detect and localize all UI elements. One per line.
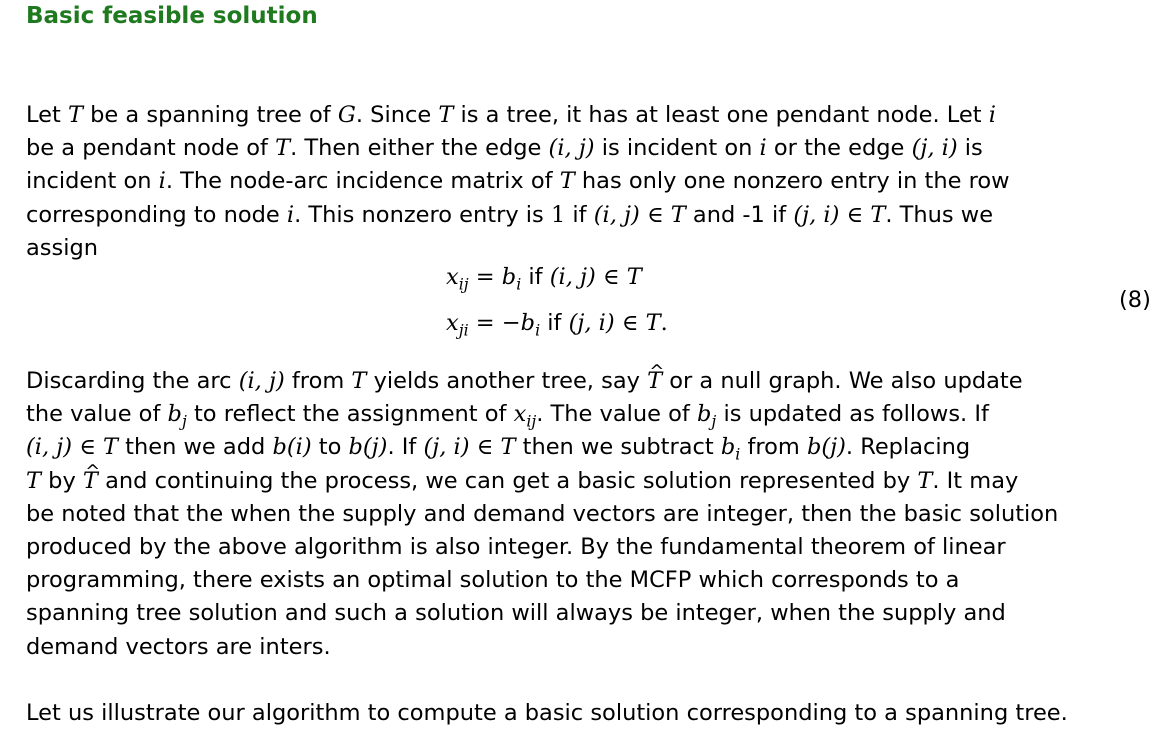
text-line: programming, there exists an optimal solution to the MCFP which corresponds to a	[26, 567, 960, 594]
text-line: incident on i. The node-arc incidence matrix of T has only one nonzero entry in the row	[26, 168, 1010, 195]
text-line: produced by the above algorithm is also integer. By the fundamental theorem of linear	[26, 533, 1006, 560]
equation-line-2: $x_{ji} = -b_i$ if (j, i) ∈ T.	[446, 310, 668, 340]
text-line: assign	[26, 234, 99, 261]
text-line: T by ^ T and continuing the process, we can get a basic solution represented by T. It may	[26, 465, 1058, 498]
text-line: corresponding to node i. This nonzero entry is 1 if (i, j) ∈ T and -1 if (j, i) ∈ T. Thus we	[26, 201, 994, 228]
text-line: Discarding the arc (i, j) from T yields another tree, say ^ T or a null graph. We also update	[26, 365, 1058, 398]
text-line: Let T be a spanning tree of G. Since T is a tree, it has at least one pendant node. Let i	[26, 102, 996, 128]
text-line: (i, j) ∈ T then we add b(i) to b(j). If (j, i) ∈ T then we subtract $b_i$ from b(j). Replacing	[26, 434, 971, 464]
paragraph-2	[26, 365, 1058, 664]
text-line: demand vectors are inters.	[26, 633, 331, 660]
text-line: the value of $b_j$ to reflect the assignment of $x_{ij}$. The value of $b_j$ is updated as follows. If	[26, 401, 989, 431]
text-line: spanning tree solution and such a solution will always be integer, when the supply and	[26, 600, 1006, 627]
paragraph-3	[26, 697, 1068, 730]
paragraph-1	[26, 99, 1010, 265]
text-line: be a pendant node of T. Then either the edge (i, j) is incident on i or the edge (j, i) is	[26, 135, 983, 162]
text-line: be noted that the when the supply and demand vectors are integer, then the basic solution	[26, 500, 1059, 527]
equation-line-1: $x_{ij} = b_i$ if (i, j) ∈ T	[446, 264, 642, 294]
text-line: Let us illustrate our algorithm to compute a basic solution corresponding to a spanning tree.	[26, 700, 1068, 726]
section-title: Basic feasible solution	[26, 3, 318, 29]
equation-number: (8)	[1119, 287, 1151, 313]
